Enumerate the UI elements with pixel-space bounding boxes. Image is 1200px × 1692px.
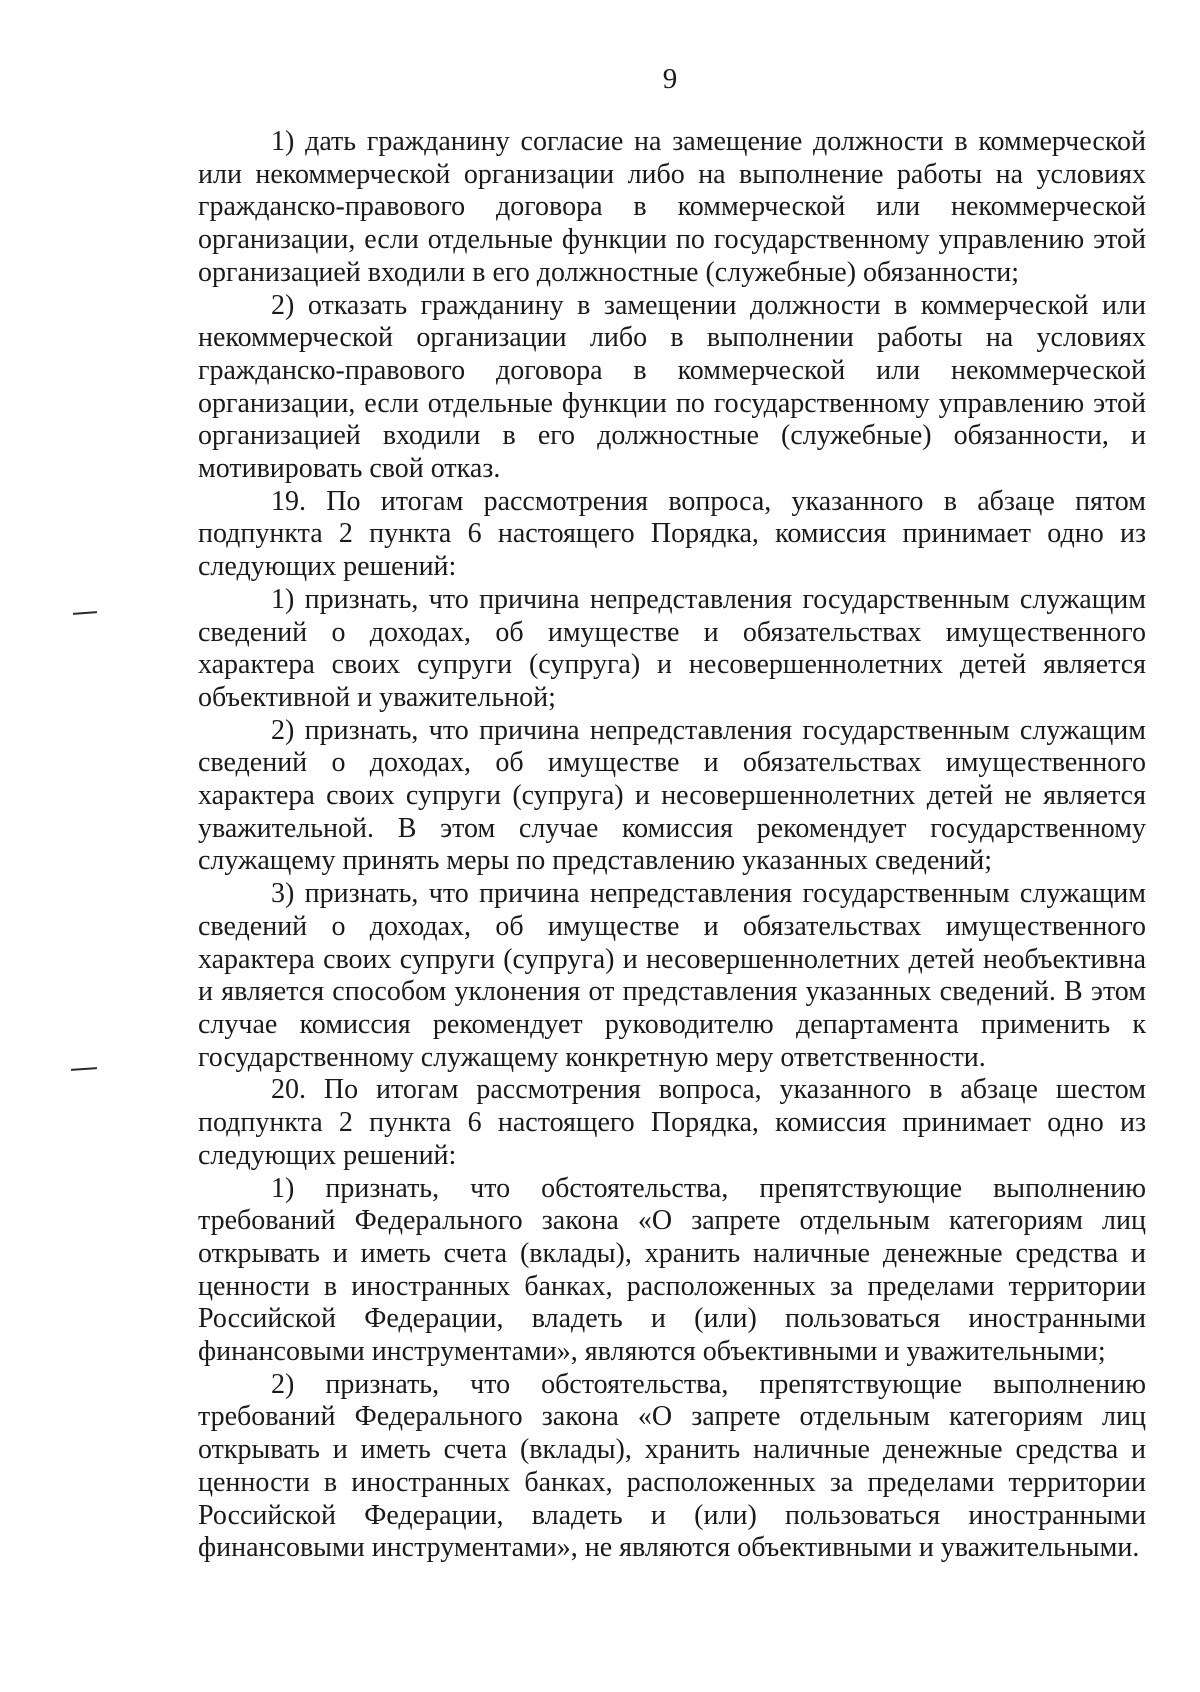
paragraph-clause-20: 20. По итогам рассмотрения вопроса, указанного в абзаце шестом подпункта 2 пункта 6 настоящего Порядка, комиссия принимает одно из следующих решений: <box>198 1074 1146 1171</box>
paragraph-clause-19-item-3: 3) признать, что причина непредставления государственным служащим сведений о доходах, об имуществе и обязательствах имущественного характера своих супруги (супруга) и несовершеннолетних детей необъективна и является способом уклонения от представления указанных сведений. В этом случае комиссия рекомендует руководителю департамента применить к государственному служащему конкретную меру ответственности. <box>198 878 1146 1073</box>
paragraph-clause-19: 19. По итогам рассмотрения вопроса, указанного в абзаце пятом подпункта 2 пункта 6 настоящего Порядка, комиссия принимает одно из следующих решений: <box>198 485 1146 583</box>
paragraph-item-2-refuse: 2) отказать гражданину в замещении должности в коммерческой или некоммерческой организации либо в выполнении работы на условиях гражданско-правового договора в коммерческой или некоммерческой организации, если отдельные функции по государственному управлению этой организацией входили в его должностные (служебные) обязанности, и мотивировать свой отказ. <box>198 289 1146 485</box>
paragraph-clause-20-item-2: 2) признать, что обстоятельства, препятствующие выполнению требований Федерального закона «О запрете отдельным категориям лиц открывать и иметь счета (вклады), хранить наличные денежные средства и ценности в иностранных банках, расположенных за пределами территории Российской Федерации, владеть и (или) пользоваться иностранными финансовыми инструментами», не являются объективными и уважительными. <box>198 1368 1146 1564</box>
scan-artifact-mark <box>73 611 97 615</box>
scan-artifact-mark <box>71 1067 97 1071</box>
paragraph-item-1-consent: 1) дать гражданину согласие на замещение должности в коммерческой или некоммерческой организации либо на выполнение работы на условиях гражданско-правового договора в коммерческой или некоммерческой организации, если отдельные функции по государственному управлению этой организацией входили в его должностные (служебные) обязанности; <box>198 126 1146 288</box>
paragraph-clause-19-item-1: 1) признать, что причина непредставления государственным служащим сведений о доходах, об имуществе и обязательствах имущественного характера своих супруги (супруга) и несовершеннолетних детей является объективной и уважительной; <box>198 583 1146 713</box>
paragraph-clause-20-item-1: 1) признать, что обстоятельства, препятствующие выполнению требований Федерального закона «О запрете отдельным категориям лиц открывать и иметь счета (вклады), хранить наличные денежные средства и ценности в иностранных банках, расположенных за пределами территории Российской Федерации, владеть и (или) пользоваться иностранными финансовыми инструментами», являются объективными и уважительными; <box>198 1172 1146 1368</box>
paragraph-clause-19-item-2: 2) признать, что причина непредставления государственным служащим сведений о доходах, об имуществе и обязательствах имущественного характера своих супруги (супруга) и несовершеннолетних детей не является уважительной. В этом случае комиссия рекомендует государственному служащему принять меры по представлению указанных сведений; <box>198 714 1146 877</box>
document-body <box>198 126 1146 1565</box>
page-number: 9 <box>662 63 678 95</box>
